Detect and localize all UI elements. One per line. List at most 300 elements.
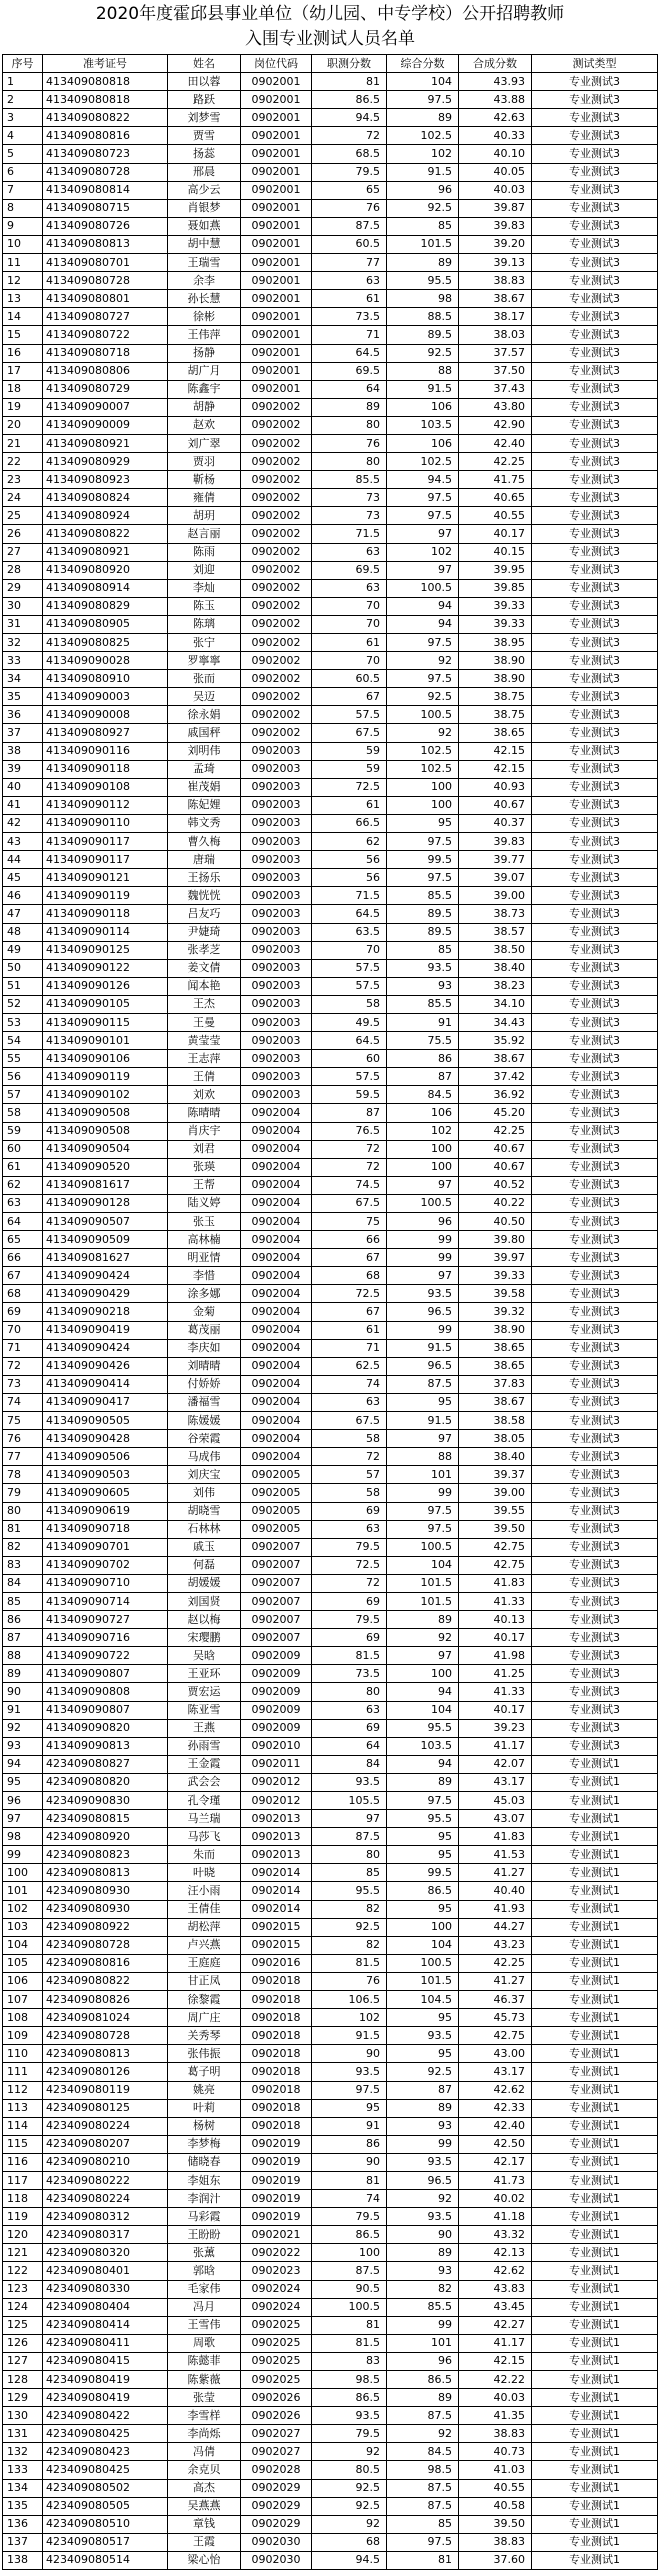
row-comprehensive-score: 104 [387,73,459,91]
row-combined-score: 38.65 [459,1357,532,1375]
row-name: 陈懿菲 [168,2352,241,2370]
row-combined-score: 41.03 [459,2461,532,2479]
row-combined-score: 41.53 [459,1846,532,1864]
row-exam-id: 413409090710 [43,1574,168,1592]
table-row [3,1954,658,1972]
table-row [3,1683,658,1701]
row-aptitude-score: 68.5 [312,145,387,163]
row-post-code: 0902009 [241,1683,312,1701]
row-name: 马成伟 [168,1448,241,1466]
row-combined-score: 38.90 [459,670,532,688]
table-row [3,851,658,869]
row-comprehensive-score: 87.5 [387,2497,459,2515]
row-test-type: 专业测试3 [532,905,658,923]
row-name: 赵以梅 [168,1611,241,1629]
row-test-type: 专业测试3 [532,634,658,652]
row-seq: 5 [3,145,43,163]
row-exam-id: 413409080920 [43,561,168,579]
row-comprehensive-score: 101.5 [387,1574,459,1592]
row-combined-score: 40.13 [459,1611,532,1629]
table-row [3,1448,658,1466]
row-comprehensive-score: 98 [387,290,459,308]
table-row [3,1502,658,1520]
row-combined-score: 39.55 [459,1502,532,1520]
row-name: 胡静 [168,398,241,416]
row-post-code: 0902022 [241,2244,312,2262]
row-name: 罗寧寧 [168,652,241,670]
row-aptitude-score: 67 [312,1249,387,1267]
row-aptitude-score: 67.5 [312,1412,387,1430]
table-row [3,2226,658,2244]
row-name: 张孝芝 [168,941,241,959]
row-seq: 39 [3,760,43,778]
row-name: 王倩佳 [168,1900,241,1918]
row-seq: 111 [3,2063,43,2081]
row-exam-id: 413409090101 [43,1032,168,1050]
row-comprehensive-score: 93.5 [387,1285,459,1303]
row-combined-score: 41.18 [459,2208,532,2226]
row-seq: 114 [3,2117,43,2135]
row-exam-id: 423409080222 [43,2171,168,2189]
row-aptitude-score: 86.5 [312,91,387,109]
table-row [3,977,658,995]
row-comprehensive-score: 89.5 [387,326,459,344]
row-comprehensive-score: 93.5 [387,2208,459,2226]
row-name: 戚玉 [168,1538,241,1556]
row-post-code: 0902013 [241,1810,312,1828]
row-exam-id: 413409080722 [43,326,168,344]
table-row [3,362,658,380]
row-comprehensive-score: 87.5 [387,1375,459,1393]
row-comprehensive-score: 102 [387,1122,459,1140]
row-name: 王燕 [168,1719,241,1737]
row-comprehensive-score: 90 [387,2226,459,2244]
row-name: 田以蓉 [168,73,241,91]
row-combined-score: 40.05 [459,163,532,181]
row-test-type: 专业测试1 [532,1864,658,1882]
row-test-type: 专业测试3 [532,1448,658,1466]
row-comprehensive-score: 82 [387,2280,459,2298]
row-name: 武会会 [168,1773,241,1791]
row-post-code: 0902001 [241,362,312,380]
table-row [3,2009,658,2027]
row-name: 陈妃娌 [168,796,241,814]
row-exam-id: 423409080826 [43,1991,168,2009]
row-test-type: 专业测试3 [532,760,658,778]
row-name: 潘福雪 [168,1393,241,1411]
row-exam-id: 423409080119 [43,2081,168,2099]
row-seq: 21 [3,434,43,452]
row-name: 叶莉 [168,2099,241,2117]
row-comprehensive-score: 88 [387,1448,459,1466]
row-aptitude-score: 72 [312,1448,387,1466]
row-test-type: 专业测试3 [532,1556,658,1574]
table-row [3,2135,658,2153]
row-comprehensive-score: 97.5 [387,489,459,507]
row-post-code: 0902018 [241,2009,312,2027]
row-combined-score: 37.60 [459,2551,532,2569]
row-aptitude-score: 63 [312,272,387,290]
row-comprehensive-score: 86 [387,1050,459,1068]
row-seq: 107 [3,1991,43,2009]
row-exam-id: 413409080723 [43,145,168,163]
table-row [3,1032,658,1050]
row-seq: 36 [3,706,43,724]
table-row [3,887,658,905]
row-post-code: 0902014 [241,1864,312,1882]
row-seq: 7 [3,181,43,199]
row-combined-score: 40.10 [459,145,532,163]
row-comprehensive-score: 97.5 [387,507,459,525]
row-post-code: 0902009 [241,1701,312,1719]
row-exam-id: 413409090808 [43,1683,168,1701]
row-comprehensive-score: 101.5 [387,235,459,253]
row-exam-id: 423409080510 [43,2515,168,2533]
row-comprehensive-score: 89.5 [387,905,459,923]
row-seq: 31 [3,615,43,633]
row-post-code: 0902002 [241,525,312,543]
row-aptitude-score: 71.5 [312,525,387,543]
row-combined-score: 39.77 [459,851,532,869]
row-aptitude-score: 105.5 [312,1792,387,1810]
row-aptitude-score: 67.5 [312,1194,387,1212]
table-row [3,1412,658,1430]
row-combined-score: 41.27 [459,1864,532,1882]
row-name: 孔令瑾 [168,1792,241,1810]
row-seq: 17 [3,362,43,380]
table-row [3,923,658,941]
row-comprehensive-score: 85.5 [387,2298,459,2316]
row-comprehensive-score: 95.5 [387,1719,459,1737]
row-combined-score: 42.75 [459,1556,532,1574]
table-row [3,615,658,633]
row-test-type: 专业测试3 [532,1285,658,1303]
row-aptitude-score: 97.5 [312,2081,387,2099]
table-row [3,1846,658,1864]
row-comprehensive-score: 96.5 [387,1357,459,1375]
header-test-type: 测试类型 [532,55,658,73]
row-seq: 46 [3,887,43,905]
row-name: 关秀琴 [168,2027,241,2045]
row-name: 陈玉 [168,597,241,615]
row-seq: 123 [3,2280,43,2298]
row-exam-id: 413409080921 [43,434,168,452]
table-row [3,760,658,778]
row-name: 吴燕燕 [168,2497,241,2515]
row-test-type: 专业测试3 [532,1068,658,1086]
row-test-type: 专业测试1 [532,2063,658,2081]
row-seq: 136 [3,2515,43,2533]
row-combined-score: 42.25 [459,1122,532,1140]
row-post-code: 0902002 [241,398,312,416]
row-comprehensive-score: 103.5 [387,416,459,434]
row-seq: 22 [3,453,43,471]
row-test-type: 专业测试3 [532,1375,658,1393]
row-seq: 84 [3,1574,43,1592]
row-seq: 97 [3,1810,43,1828]
row-comprehensive-score: 95 [387,2045,459,2063]
row-test-type: 专业测试1 [532,1900,658,1918]
row-exam-id: 413409080822 [43,525,168,543]
table-row [3,1810,658,1828]
row-test-type: 专业测试3 [532,1611,658,1629]
row-comprehensive-score: 89 [387,109,459,127]
row-aptitude-score: 92 [312,2443,387,2461]
table-row [3,308,658,326]
row-name: 王扬乐 [168,869,241,887]
row-seq: 113 [3,2099,43,2117]
row-combined-score: 41.75 [459,471,532,489]
row-aptitude-score: 72 [312,1574,387,1592]
row-combined-score: 43.88 [459,91,532,109]
row-combined-score: 43.45 [459,2298,532,2316]
table-row [3,1900,658,1918]
row-exam-id: 413409090503 [43,1466,168,1484]
row-aptitude-score: 79.5 [312,2208,387,2226]
row-combined-score: 45.20 [459,1104,532,1122]
row-name: 马兰瑞 [168,1810,241,1828]
row-post-code: 0902005 [241,1502,312,1520]
row-seq: 138 [3,2551,43,2569]
row-comprehensive-score: 104.5 [387,1991,459,2009]
row-combined-score: 38.05 [459,1430,532,1448]
row-combined-score: 39.33 [459,615,532,633]
row-comprehensive-score: 91.5 [387,380,459,398]
row-seq: 72 [3,1357,43,1375]
row-comprehensive-score: 95 [387,814,459,832]
table-row [3,1701,658,1719]
row-test-type: 专业测试1 [532,2117,658,2135]
row-comprehensive-score: 96 [387,2352,459,2370]
row-name: 李尚烁 [168,2425,241,2443]
row-comprehensive-score: 94 [387,1683,459,1701]
row-exam-id: 423409080415 [43,2352,168,2370]
row-combined-score: 43.83 [459,2280,532,2298]
row-post-code: 0902025 [241,2334,312,2352]
row-combined-score: 40.67 [459,1140,532,1158]
row-name: 刘国贤 [168,1592,241,1610]
row-comprehensive-score: 91 [387,1013,459,1031]
row-exam-id: 413409090605 [43,1484,168,1502]
row-seq: 110 [3,2045,43,2063]
row-post-code: 0902004 [241,1393,312,1411]
row-name: 张宁 [168,634,241,652]
row-combined-score: 42.22 [459,2371,532,2389]
row-post-code: 0902013 [241,1828,312,1846]
row-aptitude-score: 95.5 [312,1882,387,1900]
table-row [3,73,658,91]
row-test-type: 专业测试1 [532,2316,658,2334]
row-name: 余克贝 [168,2461,241,2479]
row-comprehensive-score: 89 [387,2244,459,2262]
row-test-type: 专业测试1 [532,2081,658,2099]
row-test-type: 专业测试1 [532,1846,658,1864]
row-test-type: 专业测试1 [532,2371,658,2389]
row-exam-id: 413409090424 [43,1267,168,1285]
row-seq: 87 [3,1629,43,1647]
row-test-type: 专业测试3 [532,199,658,217]
row-seq: 131 [3,2425,43,2443]
row-post-code: 0902018 [241,2081,312,2099]
row-post-code: 0902003 [241,959,312,977]
row-comprehensive-score: 85 [387,217,459,235]
row-aptitude-score: 91.5 [312,2027,387,2045]
row-name: 戚国秤 [168,724,241,742]
row-aptitude-score: 80 [312,1846,387,1864]
table-row [3,959,658,977]
row-comprehensive-score: 97 [387,561,459,579]
row-name: 徐永娟 [168,706,241,724]
table-row [3,597,658,615]
row-post-code: 0902004 [241,1357,312,1375]
row-test-type: 专业测试3 [532,1176,658,1194]
row-exam-id: 423409080224 [43,2190,168,2208]
row-comprehensive-score: 100 [387,1158,459,1176]
row-post-code: 0902013 [241,1846,312,1864]
row-aptitude-score: 62.5 [312,1357,387,1375]
row-seq: 10 [3,235,43,253]
table-row [3,199,658,217]
row-comprehensive-score: 85 [387,941,459,959]
row-test-type: 专业测试3 [532,652,658,670]
row-post-code: 0902004 [241,1375,312,1393]
table-row [3,1828,658,1846]
row-post-code: 0902004 [241,1231,312,1249]
row-comprehensive-score: 96.5 [387,2171,459,2189]
table-row [3,1158,658,1176]
row-seq: 89 [3,1665,43,1683]
row-post-code: 0902004 [241,1430,312,1448]
row-name: 杨树 [168,2117,241,2135]
row-exam-id: 423409080210 [43,2153,168,2171]
row-post-code: 0902005 [241,1466,312,1484]
row-seq: 102 [3,1900,43,1918]
row-seq: 8 [3,199,43,217]
row-exam-id: 413409090820 [43,1719,168,1737]
row-post-code: 0902003 [241,814,312,832]
table-row [3,127,658,145]
row-post-code: 0902004 [241,1213,312,1231]
row-seq: 130 [3,2407,43,2425]
row-seq: 30 [3,597,43,615]
table-row [3,833,658,851]
row-seq: 69 [3,1303,43,1321]
row-comprehensive-score: 91.5 [387,1412,459,1430]
row-exam-id: 413409080729 [43,380,168,398]
row-seq: 25 [3,507,43,525]
row-combined-score: 44.27 [459,1918,532,1936]
row-exam-id: 413409090506 [43,1448,168,1466]
row-comprehensive-score: 100.5 [387,1194,459,1212]
row-test-type: 专业测试1 [532,2497,658,2515]
row-post-code: 0902001 [241,109,312,127]
row-name: 靳杨 [168,471,241,489]
row-exam-id: 423409080425 [43,2425,168,2443]
row-post-code: 0902018 [241,1991,312,2009]
row-aptitude-score: 69 [312,1592,387,1610]
row-test-type: 专业测试1 [532,2171,658,2189]
row-name: 葛茂丽 [168,1321,241,1339]
row-combined-score: 39.32 [459,1303,532,1321]
row-aptitude-score: 61 [312,634,387,652]
row-aptitude-score: 106.5 [312,1991,387,2009]
row-aptitude-score: 64.5 [312,344,387,362]
row-combined-score: 37.42 [459,1068,532,1086]
row-combined-score: 42.75 [459,2027,532,2045]
row-combined-score: 39.37 [459,1466,532,1484]
row-comprehensive-score: 104 [387,1556,459,1574]
table-row [3,724,658,742]
row-aptitude-score: 69 [312,1629,387,1647]
row-test-type: 专业测试1 [532,1936,658,1954]
row-test-type: 专业测试1 [532,1810,658,1828]
row-seq: 14 [3,308,43,326]
row-comprehensive-score: 89.5 [387,923,459,941]
row-name: 陆义婷 [168,1194,241,1212]
row-test-type: 专业测试3 [532,706,658,724]
row-post-code: 0902002 [241,561,312,579]
row-exam-id: 423409080813 [43,1864,168,1882]
row-aptitude-score: 57.5 [312,977,387,995]
row-test-type: 专业测试3 [532,887,658,905]
row-seq: 40 [3,778,43,796]
row-name: 刘伟 [168,1484,241,1502]
row-name: 宋璎鹏 [168,1629,241,1647]
row-post-code: 0902001 [241,344,312,362]
row-combined-score: 38.67 [459,290,532,308]
row-seq: 96 [3,1792,43,1810]
row-aptitude-score: 62 [312,833,387,851]
row-post-code: 0902003 [241,778,312,796]
row-seq: 45 [3,869,43,887]
row-combined-score: 43.00 [459,2045,532,2063]
table-row [3,1303,658,1321]
row-exam-id: 413409090003 [43,688,168,706]
row-comprehensive-score: 92 [387,2190,459,2208]
row-combined-score: 42.62 [459,2081,532,2099]
row-name: 刘晴晴 [168,1357,241,1375]
row-combined-score: 38.65 [459,724,532,742]
row-aptitude-score: 79.5 [312,2425,387,2443]
row-comprehensive-score: 104 [387,1936,459,1954]
table-row [3,2208,658,2226]
table-row [3,163,658,181]
table-row [3,2063,658,2081]
row-exam-id: 413409090117 [43,851,168,869]
row-test-type: 专业测试3 [532,344,658,362]
row-name: 陈雨 [168,543,241,561]
table-row [3,742,658,760]
row-post-code: 0902004 [241,1158,312,1176]
row-seq: 49 [3,941,43,959]
row-name: 毛家伟 [168,2280,241,2298]
row-post-code: 0902018 [241,2099,312,2117]
row-comprehensive-score: 85 [387,2515,459,2533]
row-exam-id: 423409080320 [43,2244,168,2262]
row-seq: 63 [3,1194,43,1212]
row-comprehensive-score: 89 [387,2099,459,2117]
row-seq: 35 [3,688,43,706]
row-test-type: 专业测试1 [532,1773,658,1791]
row-aptitude-score: 81 [312,2171,387,2189]
row-post-code: 0902014 [241,1900,312,1918]
row-aptitude-score: 68 [312,1267,387,1285]
row-name: 韩文秀 [168,814,241,832]
row-comprehensive-score: 91.5 [387,1339,459,1357]
row-aptitude-score: 92 [312,2515,387,2533]
table-row [3,2533,658,2551]
row-post-code: 0902016 [241,1954,312,1972]
